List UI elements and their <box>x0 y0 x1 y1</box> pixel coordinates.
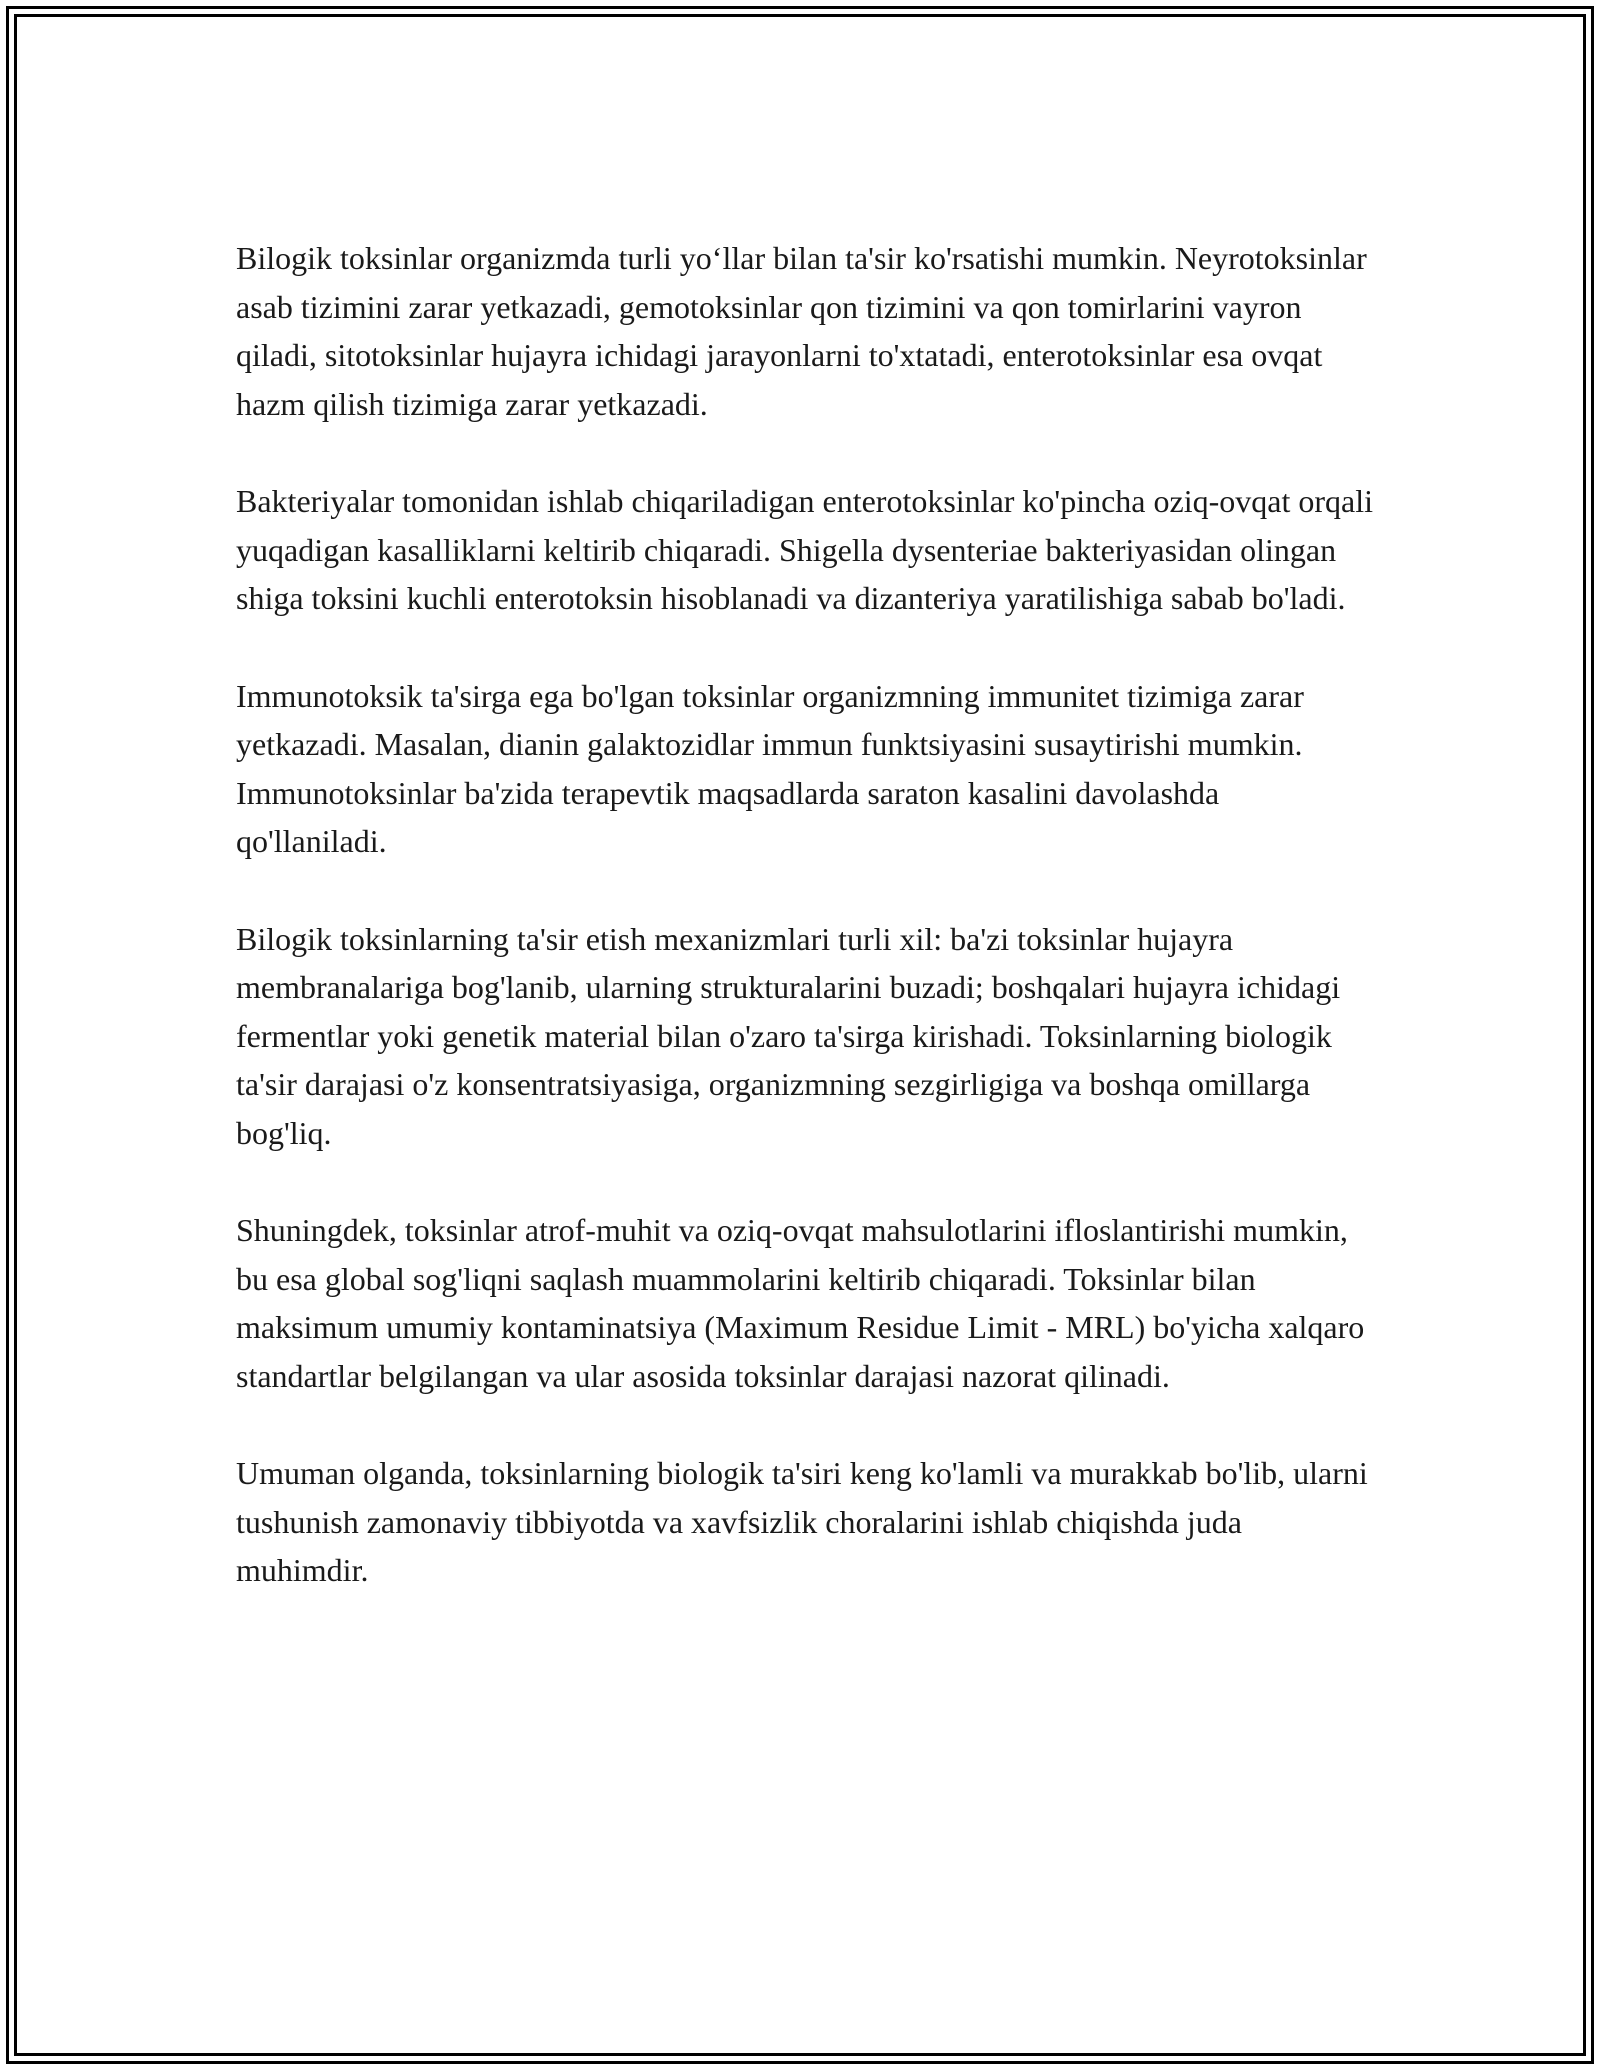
paragraph-conclusion: Umuman olganda, toksinlarning biologik ta'siri keng ko'lamli va murakkab bo'lib, ularni tushunish zamonaviy tibbiyotda va xavfsizlik choralarini ishlab chiqishda juda muhimdir. <box>236 1455 1368 1588</box>
paragraph-immunotoxins: Immunotoksik ta'sirga ega bo'lgan toksinlar organizmning immunitet tizimiga zarar yetkazadi. Masalan, dianin galaktozidlar immun funktsiyasini susaytirishi mumkin. Immunotoksinlar ba'zida terapevtik maqsadlarda saraton kasalini davolashda qo'llaniladi. <box>236 677 1304 859</box>
paragraph-enterotoxins: Bakteriyalar tomonidan ishlab chiqariladigan enterotoksinlar ko'pincha oziq-ovqat orqali yuqadigan kasalliklarni keltirib chiqaradi. Shigella dysenteriae bakteriyasidan olingan shiga toksini kuchli enterotoksin hisoblanadi va dizanteriya yaratilishiga sabab bo'ladi. <box>236 483 1373 616</box>
paragraph-toxin-pathways: Bilogik toksinlar organizmda turli yo‘llar bilan ta'sir ko'rsatishi mumkin. Neyrotoksinlar asab tizimini zarar yetkazadi, gemotoksinlar qon tizimini va qon tomirlarini vayron qiladi, sitotoksinlar hujayra ichidagi jarayonlarni to'xtatadi, enterotoksinlar esa ovqat hazm qilish tizimiga zarar yetkazadi. <box>236 240 1367 422</box>
paragraph-mechanisms: Bilogik toksinlarning ta'sir etish mexanizmlari turli xil: ba'zi toksinlar hujayra membranalariga bog'lanib, ularning strukturalarini buzadi; boshqalari hujayra ichidagi fermentlar yoki genetik material bilan o'zaro ta'sirga kirishadi. Toksinlarning biologik ta'sir darajasi o'z konsentratsiyasiga, organizmning sezgirligiga va boshqa omillarga bog'liq. <box>236 920 1341 1151</box>
paragraph-environment: Shuningdek, toksinlar atrof-muhit va oziq-ovqat mahsulotlarini ifloslantirishi mumkin, bu esa global sog'liqni saqlash muammolarini keltirib chiqaradi. Toksinlar bilan maksimum umumiy kontaminatsiya (Maximum Residue Limit - MRL) bo'yicha xalqaro standartlar belgilangan va ular asosida toksinlar darajasi nazorat qilinadi. <box>236 1212 1365 1394</box>
document-body <box>236 234 1376 1644</box>
